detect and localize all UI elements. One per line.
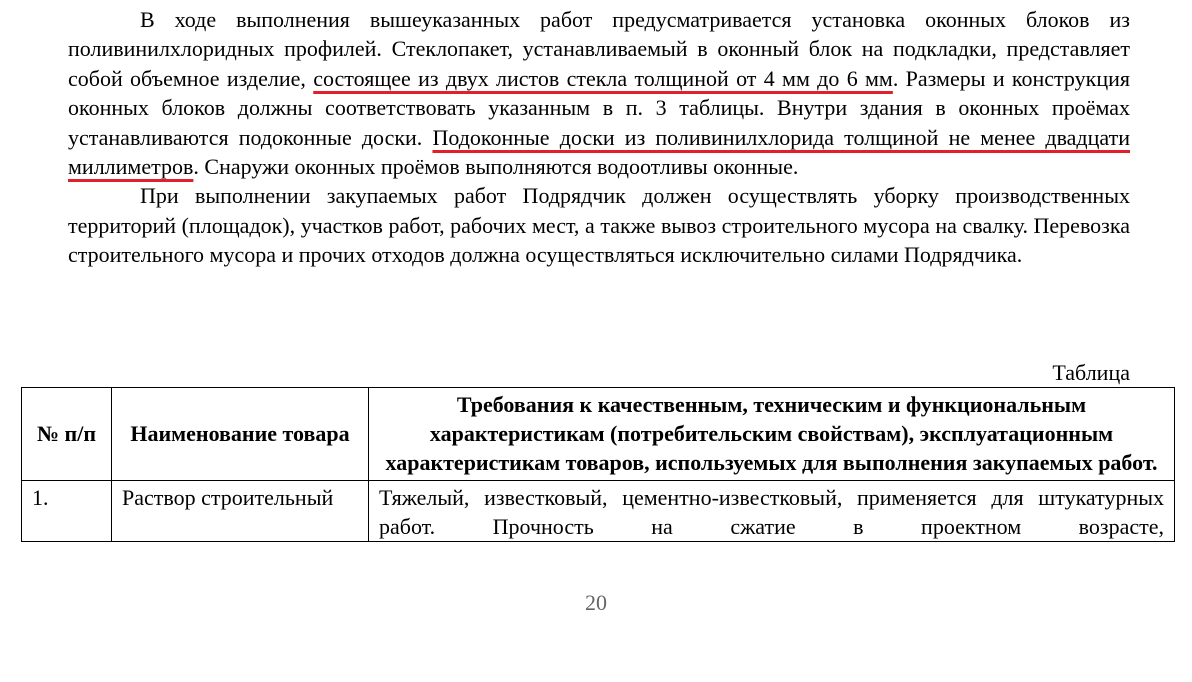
cell-requirements: Тяжелый, известковый, цементно-известковый, применяется для штукатурных работ. Прочность на сжатие в проектном возрасте,	[369, 481, 1175, 542]
header-requirements: Требования к качественным, техническим и функциональным характеристикам (потребительским свойствам), эксплуатационным характеристикам товаров, используемых для выполнения закупаемых работ.	[369, 388, 1175, 481]
underlined-glass-thickness: состоящее из двух листов стекла толщиной от 4 мм до 6 мм	[313, 65, 893, 91]
paragraph-text: . Снаружи оконных проёмов выполняются водоотливы оконные.	[193, 154, 799, 180]
paragraph-text: В ходе выполнения вышеуказанных работ предусматривается установка оконных блоков из поливинилхлоридных профилей. Стеклопакет, устанавливаемый в оконный блок на подкладки, представляет собой объемное изделие,	[68, 7, 1130, 91]
requirements-table	[21, 387, 1175, 542]
document-body	[68, 5, 1130, 270]
header-product-name: Наименование товара	[112, 388, 369, 481]
table-row	[22, 481, 1175, 542]
page-number: 20	[585, 590, 607, 615]
cell-product-name: Раствор строительный	[112, 481, 369, 542]
header-number: № п/п	[22, 388, 112, 481]
paragraph-text: . Размеры и конструкция оконных блоков должны соответствовать указанным в п. 3 таблицы. Внутри здания в оконных проёмах устанавливаются подоконные доски.	[68, 65, 1130, 150]
paragraph-windows	[68, 5, 1130, 181]
table-header-row	[22, 388, 1175, 481]
cell-number: 1.	[22, 481, 112, 542]
underlined-sill-thickness: Подоконные доски из поливинилхлорида толщиной не менее двадцати миллиметров	[68, 124, 1130, 180]
paragraph-cleanup: При выполнении закупаемых работ Подрядчик должен осуществлять уборку производственных территорий (площадок), участков работ, рабочих мест, а также вывоз строительного мусора на свалку. Перевозка строительного мусора и прочих отходов должна осуществляться исключительно силами Подрядчика.	[68, 183, 1130, 268]
table-caption: Таблица	[1052, 360, 1130, 385]
